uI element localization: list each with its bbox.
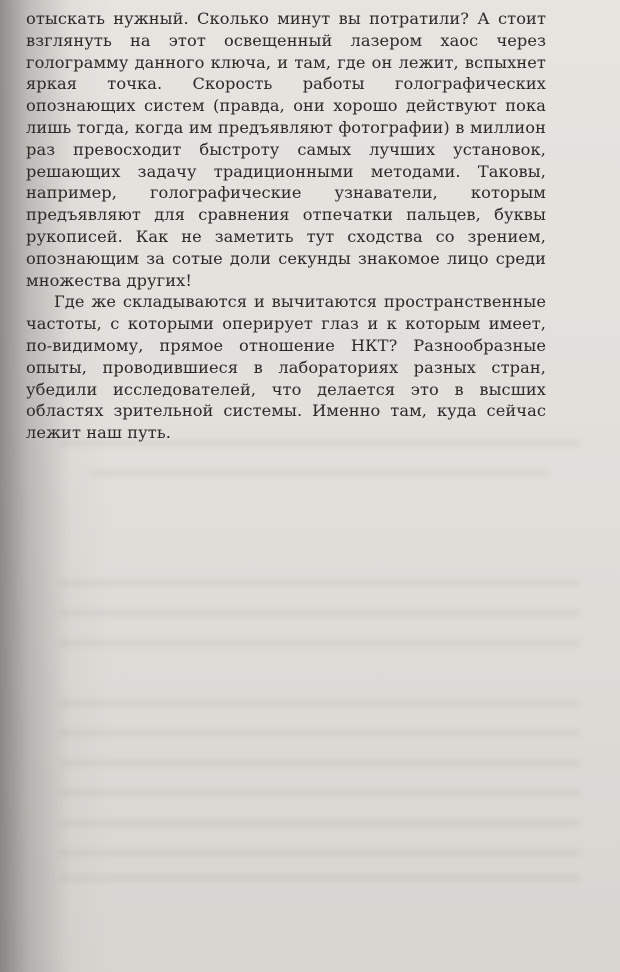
bleed-through-shadow <box>60 760 580 766</box>
bleed-through-shadow <box>60 580 580 586</box>
paragraph-2: Где же складываются и вычитаются пространственные частоты, с которыми оперирует глаз и к которым имеет, по-видимому, прямое отношение НКТ? Разнообразные опыты, проводившиеся в лабораториях разных стран, убедили исследователей, что делается это в высших областях зрительной системы. Именно там, куда сейчас лежит наш путь. <box>26 292 546 443</box>
bleed-through-shadow <box>60 875 580 881</box>
bleed-through-shadow <box>60 610 580 616</box>
paragraph-1: отыскать нужный. Сколько минут вы потратили? А стоит взглянуть на этот освещенный лазером хаос через голограмму данного ключа, и там, где он лежит, вспыхнет яркая точка. Скорость работы голографических опознающих систем (правда, они хорошо действуют пока лишь тогда, когда им предъявляют фотографии) в миллион раз превосходит быстроту самых лучших установок, решающих задачу традиционными методами. Таковы, например, голографические узнаватели, которым предъявляют для сравнения отпечатки пальцев, буквы рукописей. Как не заметить тут сходства со зрением, опознающим за сотые доли секунды знакомое лицо среди множества других! <box>26 9 546 290</box>
bleed-through-shadow <box>60 850 580 856</box>
bleed-through-shadow <box>60 730 580 736</box>
bleed-through-shadow <box>90 470 550 476</box>
bleed-through-shadow <box>60 640 580 646</box>
bleed-through-shadow <box>60 790 580 796</box>
bleed-through-shadow <box>60 440 580 446</box>
bleed-through-shadow <box>60 700 580 706</box>
bleed-through-shadow <box>60 820 580 826</box>
body-text <box>26 8 546 444</box>
